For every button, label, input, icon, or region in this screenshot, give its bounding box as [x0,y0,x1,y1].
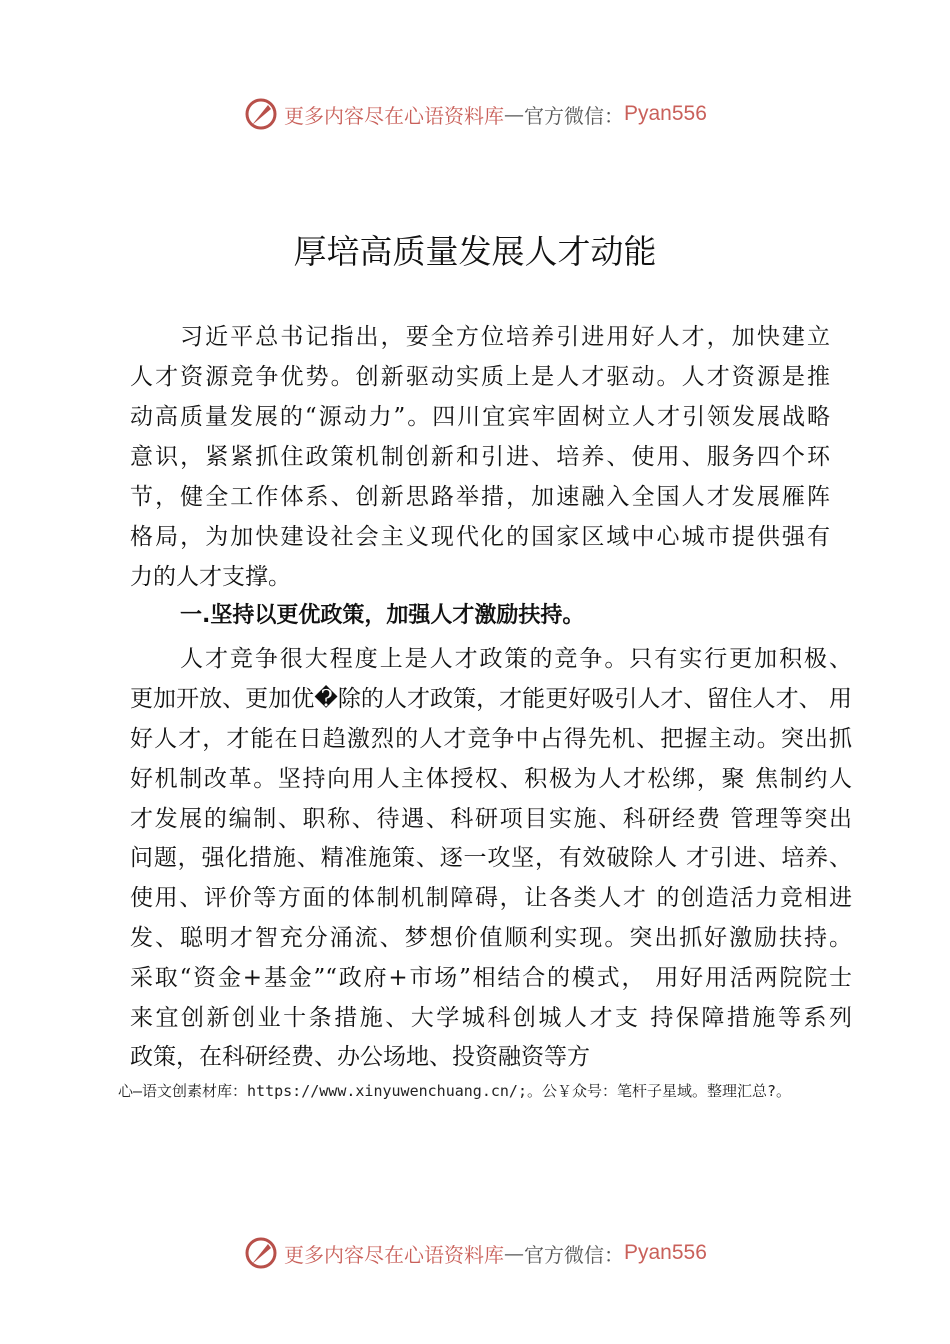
watermark-footer [244,1235,724,1271]
watermark-label: 官方微信： [524,103,624,128]
watermark-id: Pyan556 [624,102,707,125]
para2-line: 更加开放、更加优�除的人才政策，才能更好吸引人才、留住人才、 用 [130,686,852,712]
watermark-sep: — [504,102,524,126]
watermark-brand: 更多内容尽在心语资料库 [284,103,504,128]
para2-line: 采取“资金+基金”“政府+市场”相结合的模式， 用好用活两院院士 [130,965,852,991]
para1-line: 意识，紧紧抓住政策机制创新和引进、培养、使用、服务四个环 [130,444,830,470]
para2-line: 政策，在科研经费、办公场地、投资融资等方 [130,1044,590,1070]
quill-logo-icon [244,97,278,131]
para2-line: 人才竞争很大程度上是人才政策的竞争。只有实行更加积极、 [180,646,852,672]
para1-line: 习近平总书记指出，要全方位培养引进用好人才，加快建立 [180,324,830,350]
para2-line: 使用、评价等方面的体制机制障碍，让各类人才 的创造活力竞相进 [130,885,852,911]
quill-logo-icon [244,1236,278,1270]
document-title: 厚培高质量发展人才动能 [293,232,657,271]
para2-line: 来宜创新创业十条措施、大学城科创城人才支 持保障措施等系列 [130,1005,852,1031]
para1-line: 人才资源竞争优势。创新驱动实质上是人才驱动。人才资源是推 [130,364,830,390]
watermark-brand: 更多内容尽在心语资料库 [284,1242,504,1267]
para2-line: 问题，强化措施、精准施策、逐一攻坚，有效破除人 才引进、培养、 [130,845,852,871]
watermark-header [244,96,724,132]
para1-line: 格局，为加快建设社会主义现代化的国家区域中心城市提供强有 [130,524,830,550]
watermark-id: Pyan556 [624,1241,707,1264]
watermark-sep: — [504,1241,524,1265]
para2-line: 好人才，才能在日趋激烈的人才竞争中占得先机、把握主动。突出抓 [130,726,852,752]
para2-line: 发、聪明才智充分涌流、梦想价值顺利实现。突出抓好激励扶持。 [130,925,852,951]
section-heading: 一.坚持以更优政策，加强人才激励扶持。 [180,603,585,628]
para1-line: 力的人才支撑。 [130,564,291,590]
source-footer: 心—语文创素材库：https://www.xinyuwenchuang.cn/;。公￥众号：笔杆子星域。整理汇总?。 [118,1082,792,1100]
watermark-label: 官方微信： [524,1242,624,1267]
para2-line: 好机制改革。坚持向用人主体授权、积极为人才松绑，聚 焦制约人 [130,766,852,792]
para2-line: 才发展的编制、职称、待遇、科研项目实施、科研经费 管理等突出 [130,806,852,832]
para1-line: 动高质量发展的“源动力”。四川宜宾牢固树立人才引领发展战略 [130,404,830,430]
para1-line: 节，健全工作体系、创新思路举措，加速融入全国人才发展雁阵 [130,484,830,510]
